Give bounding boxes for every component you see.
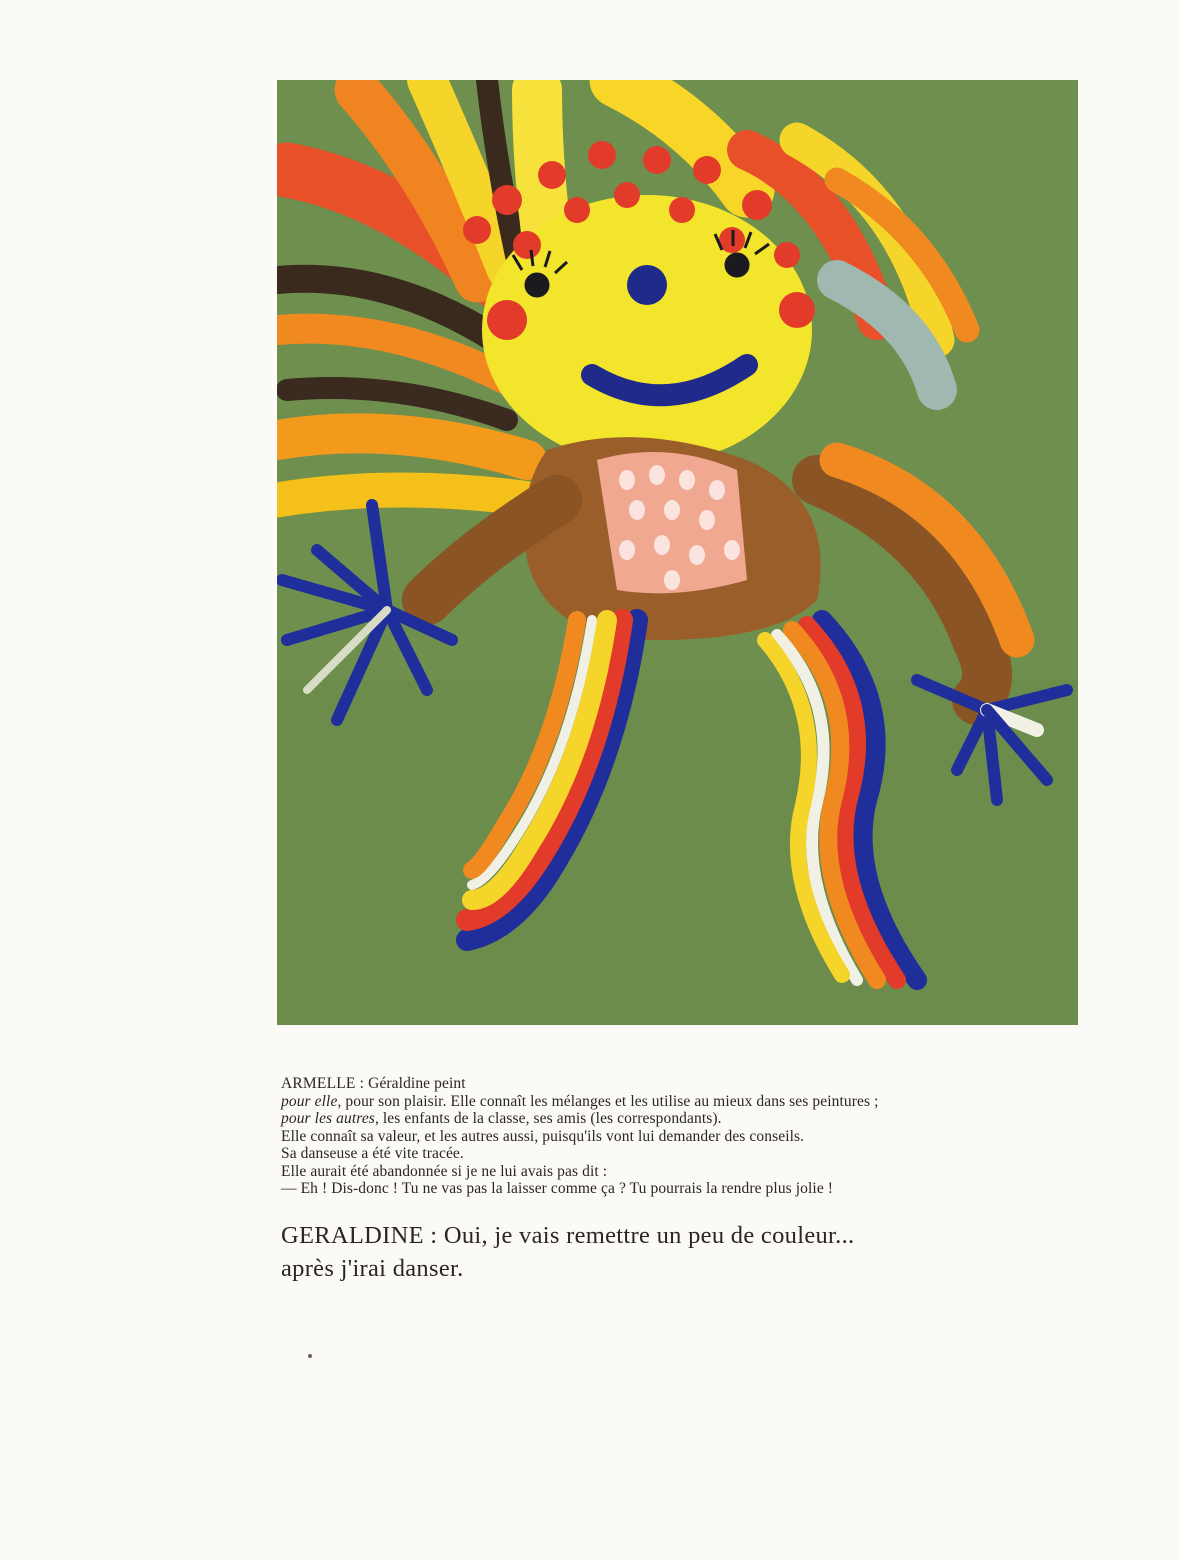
page-mark bbox=[308, 1354, 312, 1358]
caption-line-5: Sa danseuse a été vite tracée. bbox=[281, 1145, 464, 1162]
nose bbox=[627, 265, 667, 305]
caption-line-4: Elle connaît sa valeur, et les autres aussi, puisqu'ils vont lui demander des conseils. bbox=[281, 1127, 805, 1145]
caption-line-7: — Eh ! Dis-donc ! Tu ne vas pas la laisser comme ça ? Tu pourrais la rendre plus jolie ! bbox=[281, 1180, 834, 1197]
painting-canvas bbox=[277, 80, 1078, 1025]
reply-line-2: après j'irai danser. bbox=[281, 1255, 464, 1282]
speaker-geraldine: GERALDINE : bbox=[281, 1222, 438, 1249]
speaker-armelle: ARMELLE : bbox=[281, 1075, 365, 1092]
painting-illustration bbox=[277, 80, 1078, 1025]
reply-text bbox=[281, 1219, 1041, 1285]
caption-line-3: pour les autres, les enfants de la classe, ses amis (les correspondants). bbox=[281, 1110, 722, 1127]
caption-line-6: Elle aurait été abandonnée si je ne lui avais pas dit : bbox=[281, 1162, 608, 1180]
caption-line-1: ARMELLE : Géraldine peint bbox=[281, 1075, 466, 1092]
reply-line-1: GERALDINE : Oui, je vais remettre un peu de couleur... bbox=[281, 1222, 855, 1249]
caption-text bbox=[281, 1075, 1041, 1198]
caption-line-2: pour elle, pour son plaisir. Elle connaît les mélanges et les utilise au mieux dans ses peintures ; bbox=[281, 1092, 879, 1110]
